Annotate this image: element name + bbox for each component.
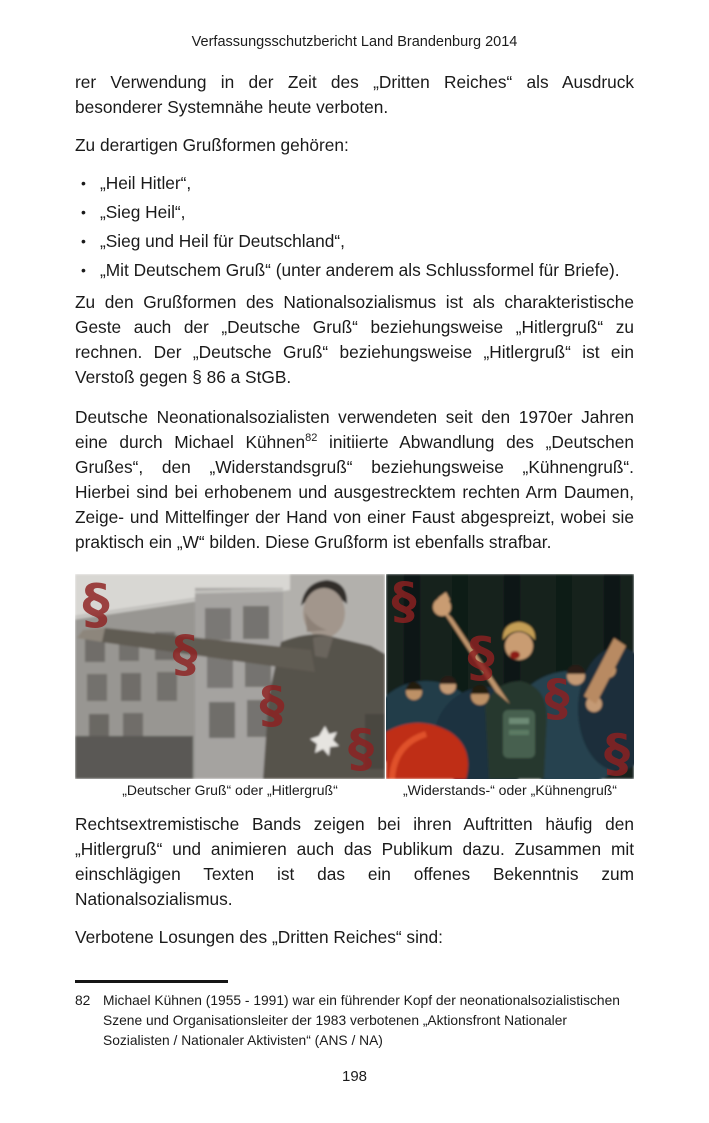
body-text-upper — [75, 70, 634, 555]
paragraph-2: Zu derartigen Grußformen gehören: — [75, 135, 349, 155]
bullet-icon: • — [81, 262, 86, 278]
paragraph-symbol-overlay: § — [467, 626, 495, 689]
footnote-item — [75, 991, 634, 1051]
page-number: 198 — [341, 1068, 368, 1085]
paragraph-4 — [75, 405, 634, 555]
paragraph-5: Rechtsextremistische Bands zeigen bei ihren Auftritten häufig den „Hitlergruß“ und animieren auch das Publikum dazu. Zusammen mit einschlägigen Texten ist das ein offenes Bekenntnis zum Nationalsozialismus. — [75, 814, 634, 909]
paragraph-1: rer Verwendung in der Zeit des „Dritten Reiches“ als Ausdruck besonderer Systemnähe heute verboten. — [75, 72, 634, 117]
figure-caption-right: „Widerstands-“ oder „Kühnengruß“ — [403, 782, 617, 798]
footnote-block — [75, 974, 634, 1051]
paragraph-symbol-overlay: § — [544, 669, 570, 727]
bullet-list — [75, 171, 634, 283]
paragraph-symbol-overlay: § — [391, 574, 417, 630]
paragraph-symbol-overlay: § — [348, 719, 374, 779]
paragraph-4-text: Deutsche Neonationalsozialisten verwendeten seit den 1970er Jahren eine durch Michael Kühnen — [75, 407, 634, 452]
list-item — [75, 258, 634, 283]
bullet-icon: • — [81, 233, 86, 249]
list-item-text: „Sieg und Heil für Deutschland“, — [100, 231, 345, 251]
paragraph-symbol-overlay: § — [172, 625, 198, 683]
list-item-text: „Mit Deutschem Gruß“ (unter anderem als Schlussformel für Briefe). — [100, 260, 620, 280]
footnote-number: 82 — [75, 993, 91, 1008]
paragraph-4-text: initiierte Abwandlung des „Deutschen Grußes“, den „Widerstandsgruß“ beziehungsweise „Kühnengruß“. Hierbei sind bei erhobenem und ausgestrecktem rechten Arm Daumen, Zeige- und Mittelfinger der Hand von einer Faust abgespreizt, wobei sie praktisch ein „W“ bilden. Diese Grußform ist ebenfalls strafbar. — [75, 432, 634, 552]
photo-deutscher-gruss — [75, 574, 385, 779]
list-item — [75, 171, 634, 196]
figure-row — [75, 574, 634, 799]
footnote-text: Michael Kühnen (1955 - 1991) war ein führender Kopf der neonationalsozialistischen Szene und Organisationsleiter der 1983 verbotenen „Aktionsfront Nationaler Sozialisten / Nationaler Aktivisten“ (ANS / NA) — [103, 993, 620, 1048]
paragraph-symbol-overlay: § — [259, 676, 285, 734]
footnote-rule — [75, 980, 228, 983]
footnote-reference: 82 — [305, 432, 318, 445]
running-header: Verfassungsschutzbericht Land Brandenburg 2014 — [191, 34, 518, 50]
list-item — [75, 200, 634, 225]
figure-caption-left: „Deutscher Gruß“ oder „Hitlergruß“ — [122, 782, 338, 798]
figure-kuehnen-salute — [386, 574, 634, 799]
bullet-icon: • — [81, 175, 86, 191]
paragraph-symbol-overlay: § — [604, 724, 630, 779]
list-item-text: „Sieg Heil“, — [100, 202, 186, 222]
figure-hitler-salute — [75, 574, 385, 799]
body-text-lower — [75, 812, 634, 950]
list-item — [75, 229, 634, 254]
paragraph-3: Zu den Grußformen des Nationalsozialismus ist als charakteristische Geste auch der „Deutsche Gruß“ beziehungsweise „Hitlergruß“ zu rechnen. Der „Deutsche Gruß“ beziehungsweise „Hitlergruß“ ist ein Verstoß gegen § 86 a StGB. — [75, 292, 634, 387]
photo-widerstandsgruss — [386, 574, 634, 779]
bullet-icon: • — [81, 204, 86, 220]
paragraph-6: Verbotene Losungen des „Dritten Reiches“ sind: — [75, 927, 443, 947]
list-item-text: „Heil Hitler“, — [100, 173, 192, 193]
paragraph-symbol-overlay: § — [82, 574, 110, 636]
